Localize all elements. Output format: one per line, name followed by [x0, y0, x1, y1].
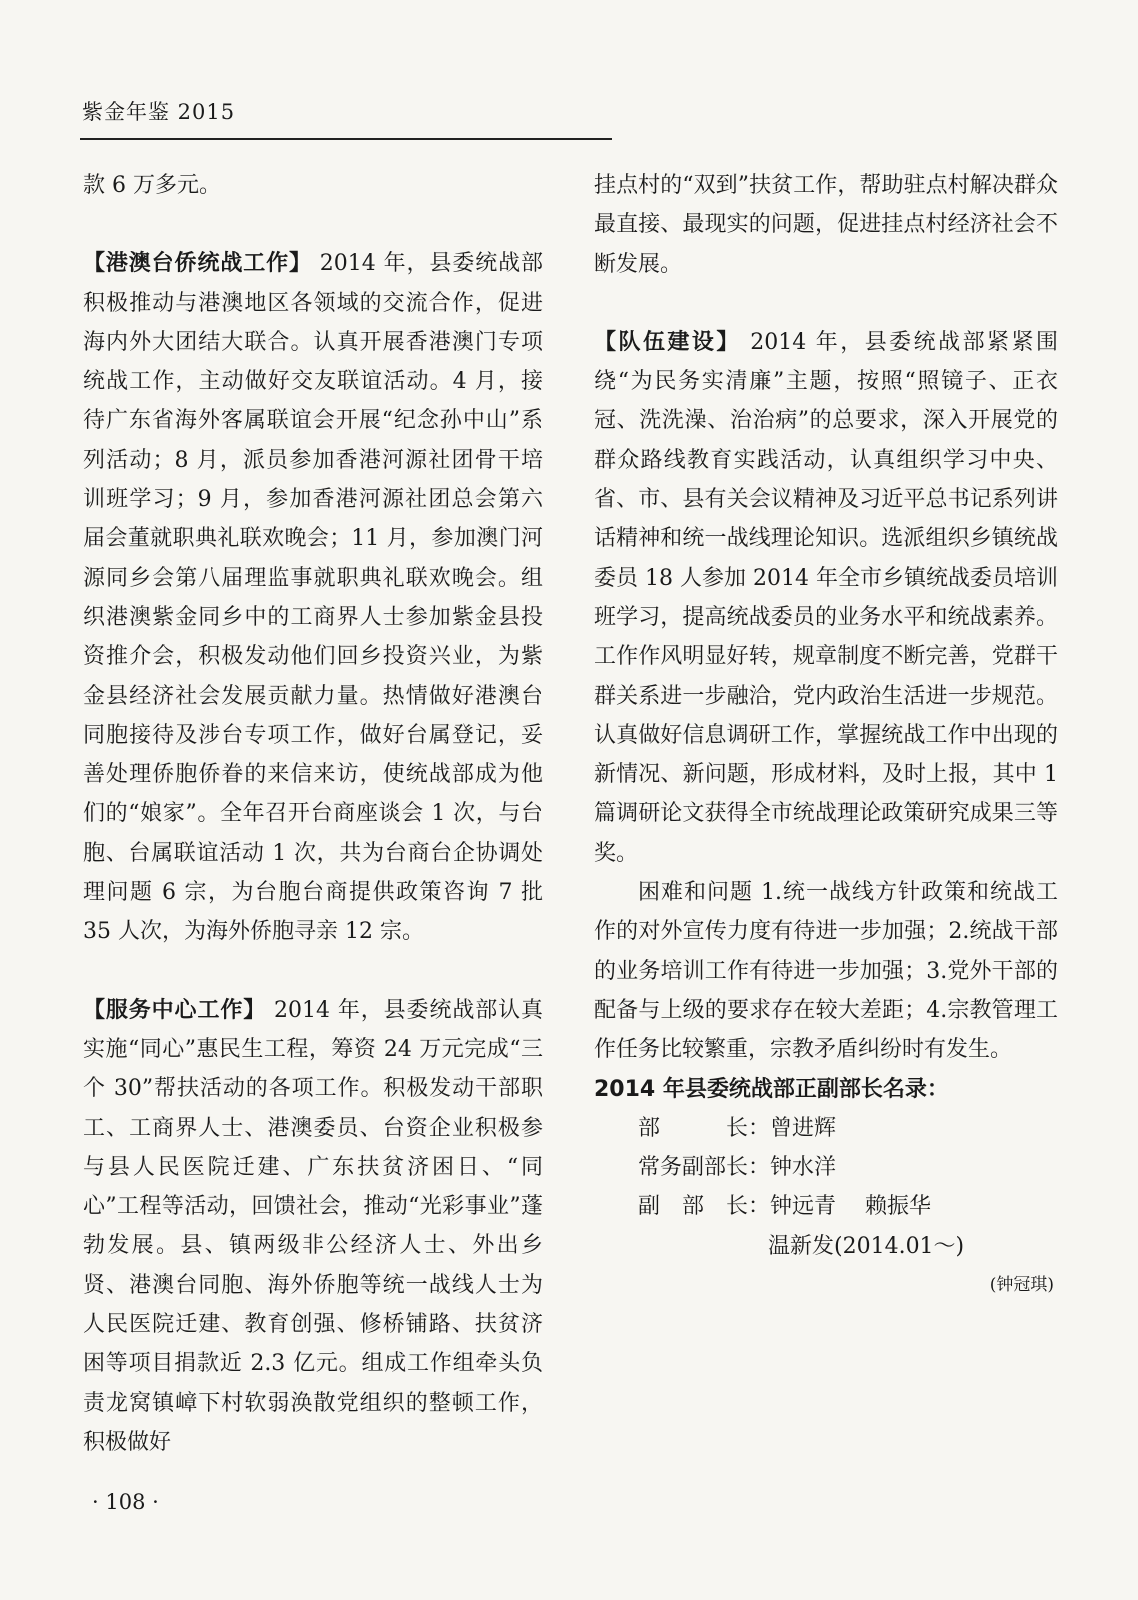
section-service-center	[83, 991, 543, 1463]
left-column	[83, 166, 543, 1462]
intro-line: 款 6 万多元。	[83, 173, 221, 198]
header-rule	[80, 138, 612, 140]
continued-text: 挂点村的“双到”扶贫工作，帮助驻点村解决群众最直接、最现实的问题，促进挂点村经济社会不断发展。	[594, 173, 1058, 277]
staff-row-deputy-cont: 温新发(2014.01～)	[768, 1233, 965, 1259]
section-body: 2014 年，县委统战部紧紧围绕“为民务实清廉”主题，按照“照镜子、正衣冠、洗洗澡、治治病”的总要求，深入开展党的群众路线教育实践活动，认真组织学习中央、省、市、县有关会议精神及习近平总书记系列讲话精神和统一战线理论知识。选派组织乡镇统战委员 18 人参加 2014 年全市乡镇统战委员培训班学习，提高统战委员的业务水平和统战素养。工作作风明显好转，规章制度不断完善，党群干群关系进一步融洽，党内政治生活进一步规范。认真做好信息调研工作，掌握统战工作中出现的新情况、新问题，形成材料，及时上报，其中 1 篇调研论文获得全市统战理论政策研究成果三等奖。	[594, 329, 1058, 866]
section-title: 【队伍建设】	[594, 329, 741, 355]
section-body: 2014 年，县委统战部积极推动与港澳地区各领域的交流合作，促进海内外大团结大联合。认真开展香港澳门专项统战工作，主动做好交友联谊活动。4 月，接待广东省海外客属联谊会开展“纪念孙中山”系列活动；8 月，派员参加香港河源社团骨干培训班学习；9 月，参加香港河源社团总会第六届会董就职典礼联欢晚会；11 月，参加澳门河源同乡会第八届理监事就职典礼联欢晚会。组织港澳紫金同乡中的工商界人士参加紫金县投资推介会，积极发动他们回乡投资兴业，为紫金县经济社会发展贡献力量。热情做好港澳台同胞接待及涉台专项工作，做好台属登记，妥善处理侨胞侨眷的来信来访，使统战部成为他们的“娘家”。全年召开台商座谈会 1 次，与台胞、台属联谊活动 1 次，共为台商台企协调处理问题 6 宗，为台胞台商提供政策咨询 7 批 35 人次，为海外侨胞寻亲 12 宗。	[83, 251, 543, 945]
author-signature: (钟冠琪)	[989, 1275, 1054, 1296]
staff-row-deputy: 副 部 长：钟远青 赖振华	[638, 1194, 931, 1220]
page-number: · 108 ·	[92, 1490, 159, 1514]
section-body: 2014 年，县委统战部认真实施“同心”惠民生工程，筹资 24 万元完成“三个 30”帮扶活动的各项工作。积极发动干部职工、工商界人士、港澳委员、台资企业积极参与县人民医院迁建、广东扶贫济困日、“同心”工程等活动，回馈社会，推动“光彩事业”蓬勃发展。县、镇两级非公经济人士、外出乡贤、港澳台同胞、海外侨胞等统一战线人士为人民医院迁建、教育创强、修桥铺路、扶贫济困等项目捐款近 2.3 亿元。组成工作组牵头负责龙窝镇嶂下村软弱涣散党组织的整顿工作，积极做好	[83, 997, 543, 1455]
section-team-building	[594, 323, 1058, 873]
staff-row-executive-deputy: 常务副部长：钟水洋	[638, 1155, 837, 1181]
problems-paragraph: 困难和问题 1.统一战线方针政策和统战工作的对外宣传力度有待进一步加强；2.统战干部的业务培训工作有待进一步加强；3.党外干部的配备与上级的要求存在较大差距；4.宗教管理工作任务比较繁重，宗教矛盾纠纷时有发生。	[594, 880, 1058, 1063]
staff-row-minister: 部 长：曾进辉	[638, 1115, 837, 1141]
running-header: 紫金年鉴 2015	[82, 100, 236, 124]
section-title: 【港澳台侨统战工作】	[83, 251, 312, 277]
section-hk-macao-taiwan	[83, 244, 543, 951]
section-title: 【服务中心工作】	[83, 997, 267, 1023]
right-column	[594, 166, 1058, 1305]
staff-list-heading: 2014 年县委统战部正副部长名录：	[594, 1076, 949, 1102]
